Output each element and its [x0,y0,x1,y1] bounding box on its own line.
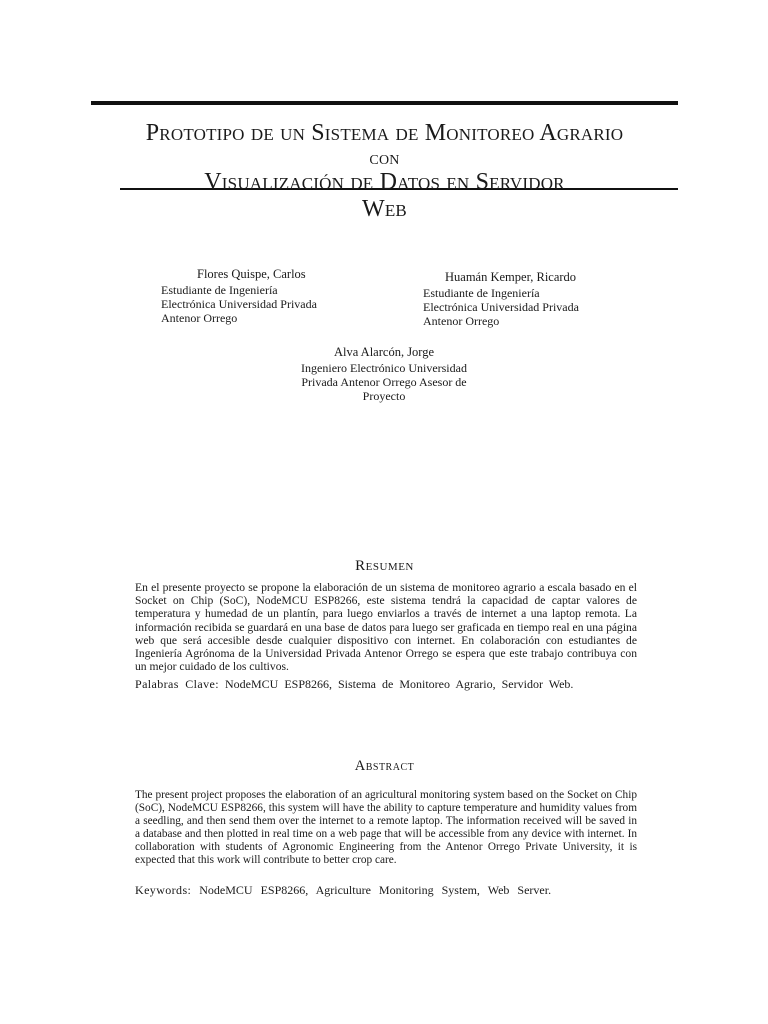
author-affiliation-line: Antenor Orrego [161,311,238,325]
title-line-1: Prototipo de un Sistema de Monitoreo Agrario [145,120,624,146]
author-affiliation-line: Estudiante de Ingeniería [423,286,540,300]
paper-title [91,120,678,223]
title-line-4: Web [362,196,407,222]
author-name: Flores Quispe, Carlos [197,267,306,281]
abstract-keywords [135,883,575,898]
resumen-heading: Resumen [355,558,414,574]
title-line-3: Visualización de Datos en Servidor [204,169,565,195]
top-rule [91,101,678,105]
author-affiliation-line: Electrónica Universidad Privada [423,300,579,314]
keywords-label: Palabras Clave: [135,677,219,691]
abstract-paragraph: The present project proposes the elaboration of an agricultural monitoring system based on the Socket on Chip (SoC), NodeMCU ESP8266, this system will have the ability to capture temperature and humidity values from a seedling, and then send them over the internet to a remote laptop. The information received will be saved in a database and then plotted in real time on a web page that will be accessible from any device with internet. In collaboration with students of Agronomic Engineering from the Antenor Orrego Private University, it is expected that this work will contribute to better crop care. [135,789,637,866]
author-name: Alva Alarcón, Jorge [333,345,435,359]
keywords-text: NodeMCU ESP8266, Sistema de Monitoreo Agrario, Servidor Web. [224,677,574,691]
author-block-3 [284,345,484,403]
resumen-keywords [135,677,575,692]
author-affiliation-line: Electrónica Universidad Privada [161,297,317,311]
resumen-paragraph: En el presente proyecto se propone la elaboración de un sistema de monitoreo agrario a escala basado en el Socket on Chip (SoC), NodeMCU ESP8266, este sistema tendrá la capacidad de captar valores de temperatura y humedad de un plantín, para luego enviarlos a través de internet a una laptop remota. La información recibida se guardará en una base de datos para luego ser graficada en tiempo real en una página web que será accesible desde cualquier dispositivo con internet. En colaboración con estudiantes de Ingeniería Agrónoma de la Universidad Privada Antenor Orrego se espera que este trabajo contribuya con un mejor cuidado de los cultivos. [135,581,637,674]
author-affiliation-line: Privada Antenor Orrego Asesor de [301,375,467,389]
author-block-2 [423,270,643,328]
author-affiliation-line: Ingeniero Electrónico Universidad [301,361,467,375]
keywords-label: Keywords: [135,883,192,897]
abstract-heading: Abstract [354,758,415,774]
title-line-2: con [369,147,400,169]
author-affiliation-line: Antenor Orrego [423,314,500,328]
author-affiliation-line: Estudiante de Ingeniería [161,283,278,297]
author-name: Huamán Kemper, Ricardo [445,270,577,284]
keywords-text: NodeMCU ESP8266, Agriculture Monitoring System, Web Server. [199,883,552,897]
author-affiliation-line: Proyecto [362,389,406,403]
author-block-1 [161,267,381,325]
